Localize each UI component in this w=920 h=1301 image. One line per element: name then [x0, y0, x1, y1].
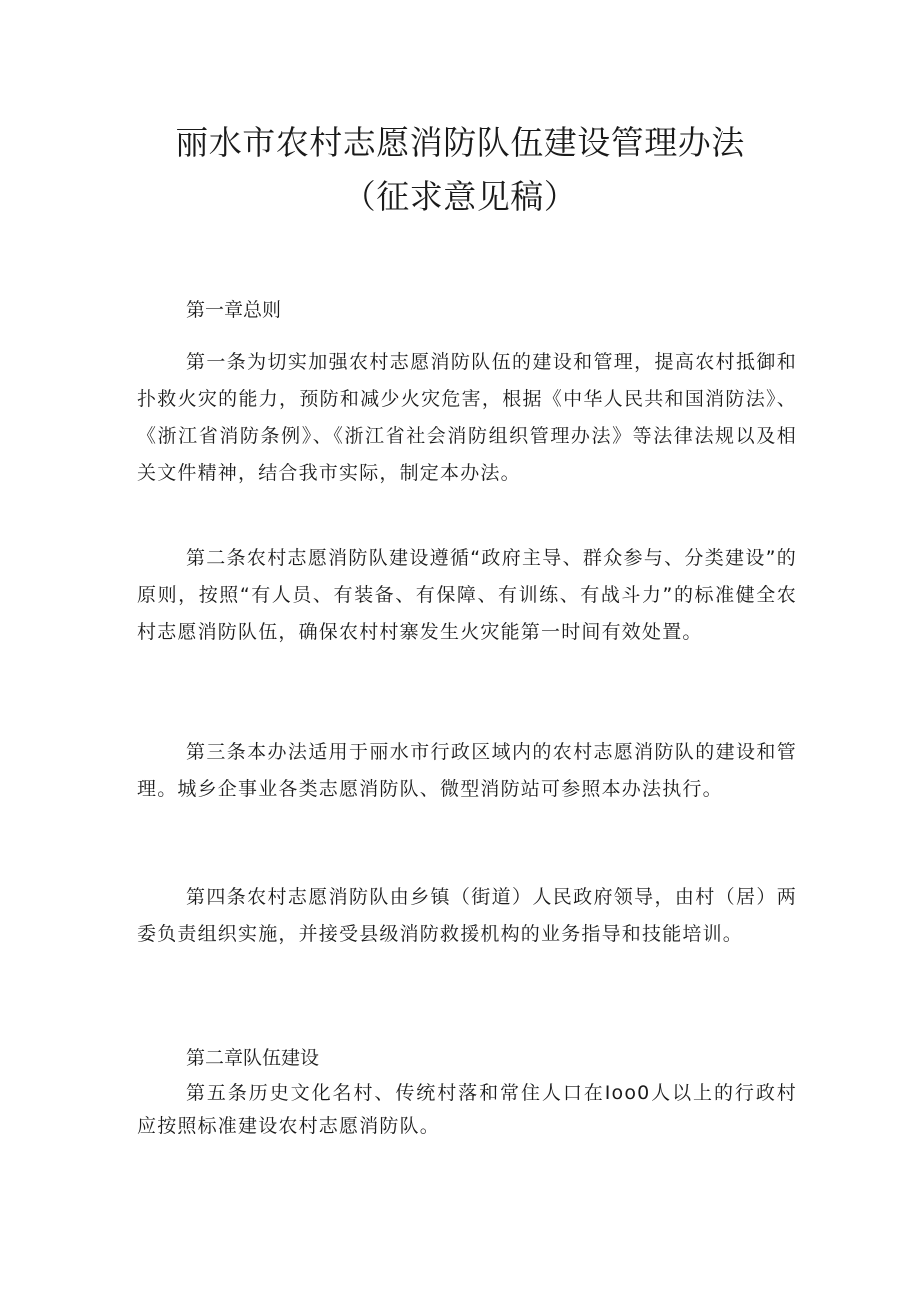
article-1: 第一条为切实加强农村志愿消防队伍的建设和管理，提高农村抵御和扑救火灾的能力，预防和减少火灾危害，根据《中华人民共和国消防法》、《浙江省消防条例》、《浙江省社会消防组织管理办法》等法律法规以及相关文件精神，结合我市实际，制定本办法。 [137, 351, 797, 484]
article-2: 第二条农村志愿消防队建设遵循“政府主导、群众参与、分类建设”的原则，按照“有人员、有装备、有保障、有训练、有战斗力”的标准健全农村志愿消防队伍，确保农村村寨发生火灾能第一时间有效处置。 [137, 547, 797, 643]
article-3: 第三条本办法适用于丽水市行政区域内的农村志愿消防队的建设和管理。城乡企事业各类志愿消防队、微型消防站可参照本办法执行。 [137, 741, 797, 800]
article-5: 第五条历史文化名村、传统村落和常住人口在Ioo0人以上的行政村应按照标准建设农村志愿消防队。 [137, 1082, 797, 1137]
document-title: 丽水市农村志愿消防队伍建设管理办法 [175, 123, 745, 162]
article-4: 第四条农村志愿消防队由乡镇（街道）人民政府领导，由村（居）两委负责组织实施，并接受县级消防救援机构的业务指导和技能培训。 [137, 886, 797, 945]
chapter-heading-team-building: 第二章队伍建设 [186, 1047, 320, 1069]
document-subtitle: （征求意见稿） [342, 177, 578, 216]
chapter-heading-general: 第一章总则 [186, 299, 282, 321]
